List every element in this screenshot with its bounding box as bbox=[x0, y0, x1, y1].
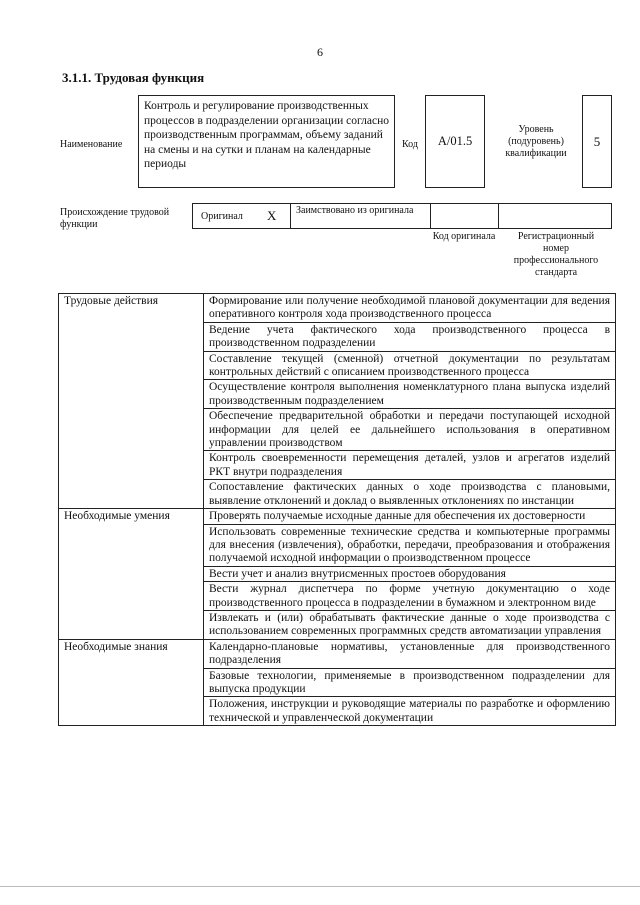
name-label: Наименование bbox=[60, 139, 123, 150]
section-title-cell: Необходимые знания bbox=[59, 639, 204, 725]
section-title-cell: Трудовые действия bbox=[59, 294, 204, 509]
table-item: Осуществление контроля выполнения номенклатурного плана выпуска изделий производственным подразделением bbox=[204, 380, 616, 409]
borrowed-label: Заимствовано из оригинала bbox=[296, 205, 414, 216]
table-item: Положения, инструкции и руководящие материалы по разработке и оформлению технической и управленческой документации bbox=[204, 697, 616, 726]
table-item: Вести учет и анализ внутрисменных простоев оборудования bbox=[204, 566, 616, 581]
table-item: Составление текущей (сменной) отчетной документации по результатам контрольных действий с описанием производственного процесса bbox=[204, 351, 616, 380]
labor-function-table bbox=[58, 293, 616, 726]
origin-label: Происхождение трудовой функции bbox=[60, 207, 170, 230]
table-item: Контроль своевременности перемещения деталей, узлов и агрегатов изделий РКТ внутри подразделения bbox=[204, 451, 616, 480]
level-value-box bbox=[582, 95, 612, 188]
table-item: Календарно-плановые нормативы, установленные для производственного подразделения bbox=[204, 639, 616, 668]
section-title: 3.1.1. Трудовая функция bbox=[62, 70, 205, 85]
page-bottom-divider bbox=[0, 886, 640, 887]
table-item: Сопоставление фактических данных о ходе производства с плановыми, выявление отклонений и доклад о выявленных отклонениях по инстанции bbox=[204, 480, 616, 509]
code-label: Код bbox=[402, 139, 418, 150]
code-original-cell bbox=[431, 204, 499, 228]
original-mark: X bbox=[267, 208, 277, 223]
level-label: Уровень (подуровень) квалификации bbox=[505, 124, 567, 159]
original-cell bbox=[193, 204, 291, 228]
level-value: 5 bbox=[593, 133, 601, 149]
table-item: Базовые технологии, применяемые в производственном подразделении для выпуска продукции bbox=[204, 668, 616, 697]
table-item: Обеспечение предварительной обработки и передачи поступающей исходной информации для целей ее дальнейшего использования в оперативном управлении производством bbox=[204, 409, 616, 451]
borrowed-cell bbox=[291, 204, 431, 228]
code-original-label: Код оригинала bbox=[432, 231, 496, 242]
code-value: A/01.5 bbox=[437, 134, 473, 148]
origin-row bbox=[192, 203, 612, 229]
table-item: Использовать современные технические средства и компьютерные программы для внесения (извлечения), обработки, передачи, преобразования и отображения получаемой исходной информации о производственном процессе bbox=[204, 524, 616, 566]
section-title-cell: Необходимые умения bbox=[59, 509, 204, 640]
code-value-box bbox=[425, 95, 485, 188]
table-item: Проверять получаемые исходные данные для обеспечения их достоверности bbox=[204, 509, 616, 524]
function-name-box bbox=[138, 95, 395, 188]
table-item: Ведение учета фактического хода производственного процесса в производственном подразделении bbox=[204, 322, 616, 351]
table-row bbox=[59, 509, 616, 524]
table-item: Вести журнал диспетчера по форме учетную документацию о ходе производственного процесса в подразделении в бумажном и электронном виде bbox=[204, 582, 616, 611]
table-row bbox=[59, 639, 616, 668]
table-item: Извлекать и (или) обрабатывать фактические данные о ходе производства с использованием современных программных средств автоматизации управления bbox=[204, 610, 616, 639]
table-row bbox=[59, 294, 616, 323]
original-label: Оригинал bbox=[201, 211, 243, 222]
reg-number-cell bbox=[499, 204, 611, 228]
reg-number-label: Регистрационный номер профессионального стандарта bbox=[513, 231, 599, 278]
page-number: 6 bbox=[317, 45, 323, 59]
table-item: Формирование или получение необходимой плановой документации для ведения оперативного контроля хода производственного процесса bbox=[204, 294, 616, 323]
function-name-text: Контроль и регулирование производственных процессов в подразделении организации согласно производственным программам, объему заданий на смены и на сутки и планам на календарные периоды bbox=[144, 100, 389, 170]
